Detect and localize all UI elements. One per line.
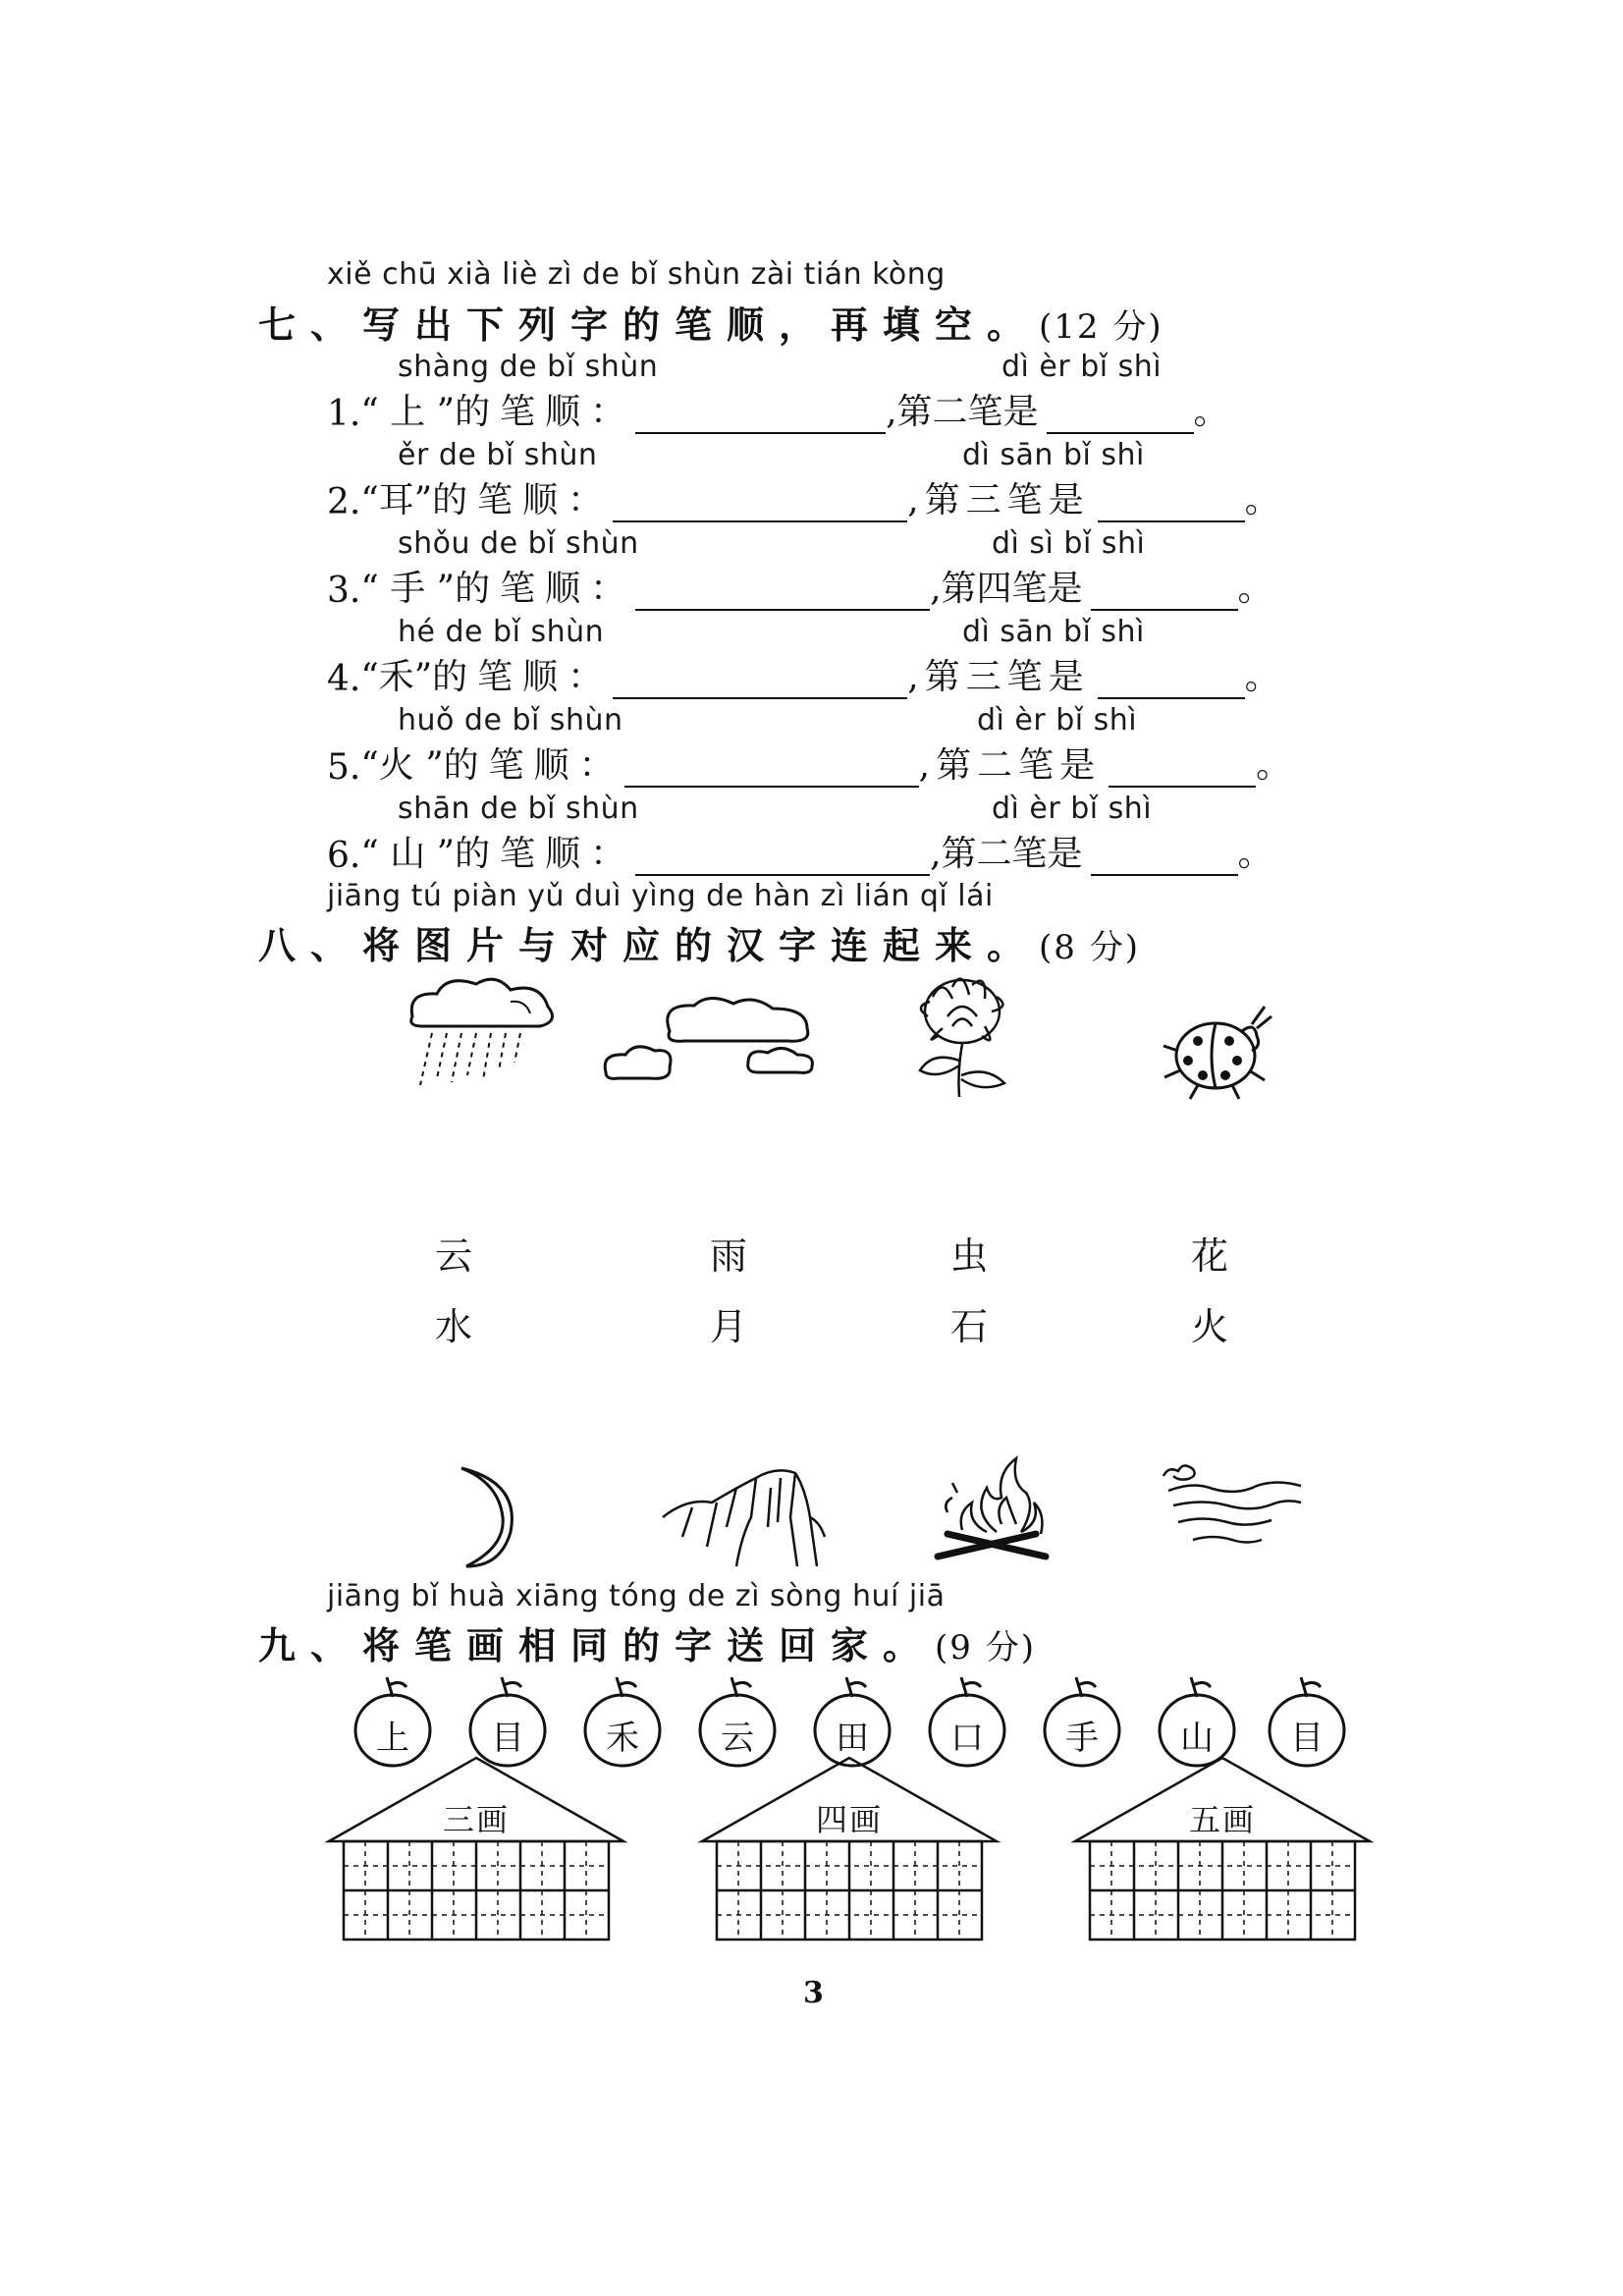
item-pinyin-right: dì sì bǐ shì — [992, 526, 1146, 561]
item-number: 1. — [327, 394, 361, 434]
char-option[interactable]: 火 — [1190, 1305, 1228, 1348]
item-char: “ 手 ” — [360, 569, 456, 609]
apple-char[interactable]: 上 — [376, 1719, 409, 1758]
item-pinyin-right: dì sān bǐ shì — [962, 438, 1145, 472]
apple-char[interactable]: 山 — [1180, 1719, 1214, 1758]
apple-char[interactable]: 田 — [836, 1719, 869, 1758]
item-line — [327, 389, 1229, 434]
item-end: 。 — [1237, 569, 1273, 609]
item-right-label: ,第二笔是 — [918, 745, 1102, 786]
house-label-four-strokes: 四画 — [815, 1801, 883, 1838]
item-number: 3. — [327, 571, 361, 611]
item-line — [327, 477, 1280, 522]
section9-title — [258, 1615, 1036, 1669]
stroke-order-blank[interactable] — [613, 664, 907, 699]
fire-picture[interactable] — [928, 1453, 1055, 1566]
house-grid-three-strokes[interactable] — [344, 1841, 609, 1940]
item-end: 。 — [1256, 745, 1292, 786]
item-end: 。 — [1237, 834, 1273, 874]
item-number: 5. — [327, 747, 361, 788]
item-right-label: ,第二笔是 — [930, 834, 1083, 874]
apple-char[interactable]: 目 — [1290, 1719, 1324, 1758]
section7-pinyin: xiě chū xià liè zì de bǐ shùn zài tián kòng — [327, 257, 946, 292]
stone-picture[interactable] — [658, 1458, 830, 1571]
item-pinyin-left: shàng de bǐ shùn — [398, 350, 659, 384]
stroke-order-blank[interactable] — [635, 399, 886, 434]
item-number: 6. — [327, 836, 361, 876]
moon-picture[interactable] — [432, 1463, 530, 1571]
apple-char[interactable]: 禾 — [606, 1719, 639, 1758]
item-pinyin-left: hé de bǐ shùn — [398, 615, 605, 649]
item-line — [327, 831, 1273, 876]
item-char: “禾” — [360, 657, 433, 697]
item-number: 2. — [327, 482, 361, 522]
item-label: 的笔顺： — [443, 745, 624, 786]
item-char: “火 ” — [360, 745, 444, 786]
section9-points: (9 分) — [935, 1628, 1036, 1667]
item-line — [327, 654, 1280, 699]
item-pinyin-right: dì èr bǐ shì — [977, 703, 1138, 738]
item-pinyin-left: shǒu de bǐ shùn — [398, 526, 639, 561]
page-number: 3 — [803, 1976, 824, 2010]
stroke-order-blank[interactable] — [613, 487, 907, 522]
section8-title-text: 八、将图片与对应的汉字连起来。 — [258, 923, 1040, 967]
rain-cloud-picture[interactable] — [403, 972, 560, 1090]
item-char: “ 山 ” — [360, 834, 456, 874]
char-option[interactable]: 石 — [949, 1305, 988, 1348]
stroke-order-blank[interactable] — [635, 841, 930, 876]
char-option[interactable]: 雨 — [709, 1234, 747, 1278]
item-label: 的笔顺： — [432, 480, 614, 520]
item-char: “ 上 ” — [360, 392, 456, 432]
stroke-order-blank[interactable] — [624, 752, 919, 788]
item-label: 的笔顺： — [455, 834, 636, 874]
item-number: 4. — [327, 659, 361, 699]
apple-char[interactable]: 目 — [491, 1719, 524, 1758]
section7-points: (12 分) — [1039, 307, 1163, 347]
water-picture[interactable] — [1154, 1461, 1306, 1559]
stroke-answer-blank[interactable] — [1098, 664, 1245, 699]
char-option[interactable]: 水 — [434, 1305, 472, 1348]
section8-points: (8 分) — [1039, 928, 1140, 967]
item-end: 。 — [1244, 657, 1280, 697]
item-end: 。 — [1193, 392, 1229, 432]
item-right-label: ,第二笔是 — [886, 392, 1039, 432]
stroke-answer-blank[interactable] — [1091, 841, 1238, 876]
apple-char[interactable]: 云 — [721, 1719, 754, 1758]
item-end: 。 — [1244, 480, 1280, 520]
section8-pinyin: jiāng tú piàn yǔ duì yìng de hàn zì lián qǐ lái — [327, 879, 994, 913]
item-right-label: ,第三笔是 — [907, 480, 1090, 520]
item-label: 的笔顺： — [455, 569, 636, 609]
item-label: 的笔顺： — [432, 657, 614, 697]
item-pinyin-left: shān de bǐ shùn — [398, 792, 639, 826]
item-line — [327, 566, 1273, 611]
item-char: “耳” — [360, 480, 433, 520]
item-pinyin-left: ěr de bǐ shùn — [398, 438, 598, 472]
section9-title-text: 九、将笔画相同的字送回家。 — [258, 1623, 936, 1667]
stroke-answer-blank[interactable] — [1047, 399, 1194, 434]
char-option[interactable]: 虫 — [949, 1234, 988, 1278]
stroke-answer-blank[interactable] — [1109, 752, 1256, 788]
house-label-three-strokes: 三画 — [442, 1801, 510, 1838]
house-grid-five-strokes[interactable] — [1090, 1841, 1355, 1940]
apple-char[interactable]: 口 — [950, 1719, 984, 1758]
flower-picture[interactable] — [898, 967, 1026, 1100]
stroke-answer-blank[interactable] — [1091, 575, 1238, 611]
item-line — [327, 742, 1291, 788]
section7-title — [258, 295, 1163, 349]
house-label-five-strokes: 五画 — [1188, 1801, 1256, 1838]
item-label: 的笔顺： — [455, 392, 636, 432]
item-right-label: ,第四笔是 — [930, 569, 1083, 609]
char-option[interactable]: 花 — [1190, 1234, 1228, 1278]
section7-title-text: 七、写出下列字的笔顺，再填空。 — [258, 302, 1040, 347]
item-pinyin-left: huǒ de bǐ shùn — [398, 703, 623, 738]
ladybug-picture[interactable] — [1159, 997, 1276, 1105]
item-pinyin-right: dì èr bǐ shì — [992, 792, 1153, 826]
char-option[interactable]: 云 — [434, 1234, 472, 1278]
stroke-order-blank[interactable] — [635, 575, 930, 611]
clouds-picture[interactable] — [601, 994, 827, 1092]
apple-char[interactable]: 手 — [1065, 1719, 1099, 1758]
item-pinyin-right: dì èr bǐ shì — [1001, 350, 1163, 384]
char-option[interactable]: 月 — [709, 1305, 747, 1348]
item-pinyin-right: dì sān bǐ shì — [962, 615, 1145, 649]
house-grid-four-strokes[interactable] — [717, 1841, 982, 1940]
section8-title — [258, 915, 1140, 969]
section9-pinyin: jiāng bǐ huà xiāng tóng de zì sòng huí jiā — [327, 1579, 946, 1613]
item-right-label: ,第三笔是 — [907, 657, 1090, 697]
stroke-answer-blank[interactable] — [1098, 487, 1245, 522]
